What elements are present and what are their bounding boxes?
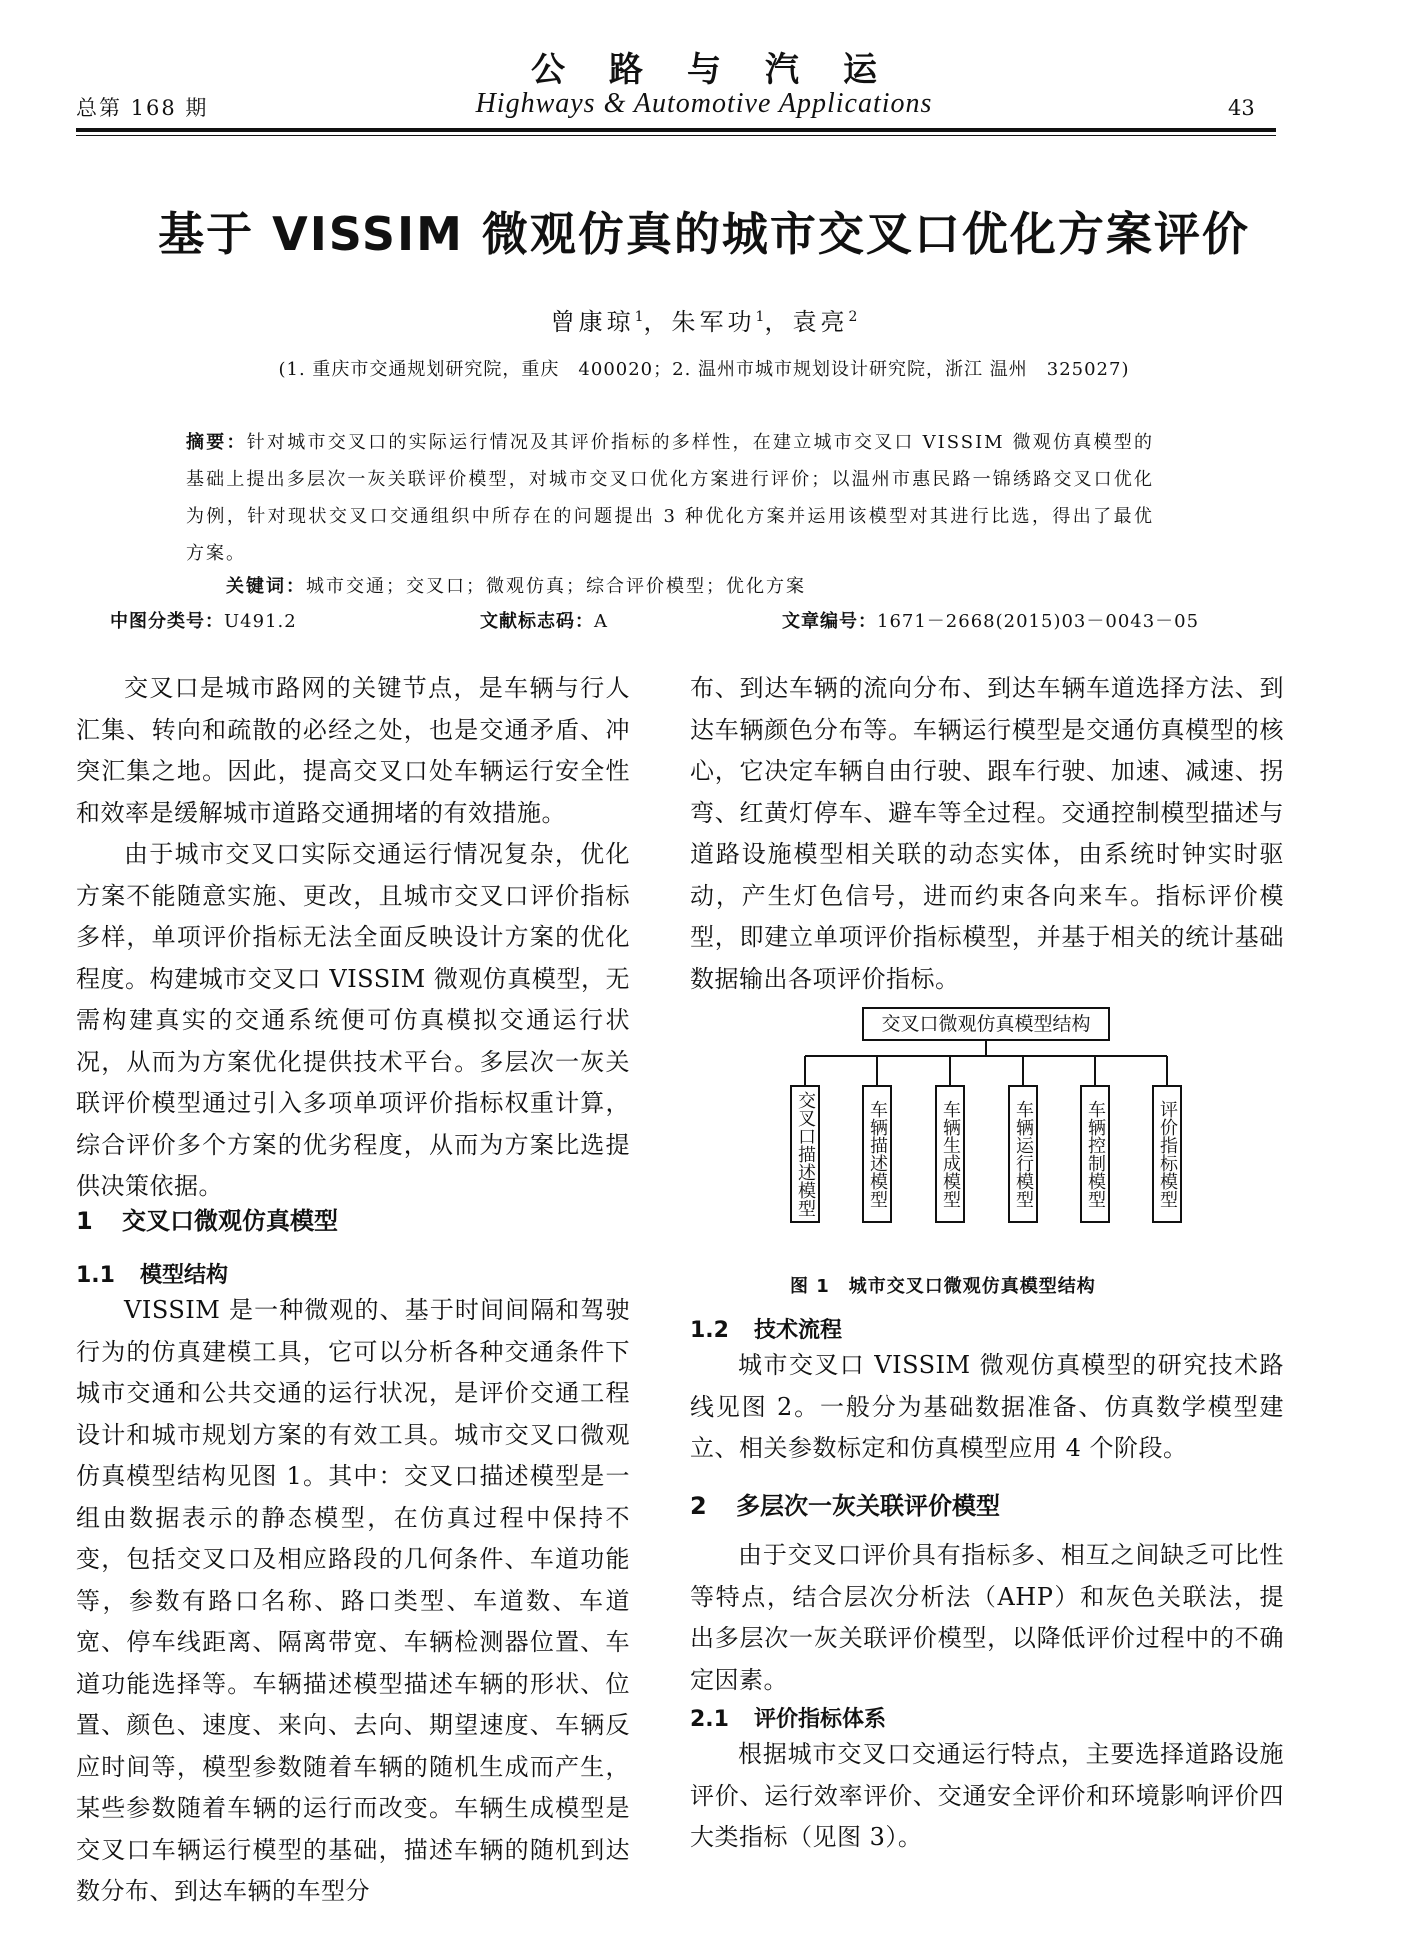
header-rule-thin [76,135,1276,136]
keywords-text: 城市交通；交叉口；微观仿真；综合评价模型；优化方案 [306,576,806,597]
section-title: 多层次一灰关联评价模型 [736,1492,1000,1520]
article-number-value: 1671－2668(2015)03－0043－05 [877,611,1200,632]
figure1-connectors [780,1040,1200,1090]
author-list [0,302,1408,337]
section-title: 评价指标体系 [754,1707,887,1732]
right-column-model [690,1535,1284,1701]
figure1-node: 车辆运行模型 [1008,1085,1038,1223]
section-number: 2 [690,1492,707,1520]
document-code-label: 文献标志码： [480,611,594,632]
header-rule [76,128,1276,132]
section-heading-1 [76,1201,338,1236]
abstract [186,424,1154,572]
body-paragraph: 城市交叉口 VISSIM 微观仿真模型的研究技术路线见图 2。一般分为基础数据准备、仿真数学模型建立、相关参数标定和仿真模型应用 4 个阶段。 [690,1351,1284,1462]
section-heading-1-2 [690,1313,842,1344]
author-separator: ， [643,308,672,336]
body-paragraph: 布、到达车辆的流向分布、到达车辆车道选择方法、到达车辆颜色分布等。车辆运行模型是交通仿真模型的核心，它决定车辆自由行驶、跟车行驶、加速、减速、拐弯、红黄灯停车、避车等全过程。交通控制模型描述与道路设施模型相关联的动态实体，由系统时钟实时驱动，产生灯色信号，进而约束各向来车。指标评价模型，即建立单项评价指标模型，并基于相关的统计基础数据输出各项评价指标。 [690,674,1284,993]
journal-title-en: Highways & Automotive Applications [475,88,933,119]
page-number: 43 [1228,96,1255,120]
section-number: 1.1 [76,1263,115,1288]
author-name: 曾康琼 [550,308,635,336]
author-affil-mark: 1 [755,309,765,325]
section-title: 技术流程 [754,1318,843,1343]
section-title: 交叉口微观仿真模型 [122,1207,338,1235]
figure1-node: 车辆描述模型 [862,1085,892,1223]
article-number [782,607,1199,633]
clc-label: 中图分类号： [110,611,224,632]
article-title: 基于 VISSIM 微观仿真的城市交叉口优化方案评价 [158,207,1250,261]
figure1-caption [790,1272,1096,1298]
article-number-label: 文章编号： [782,611,877,632]
clc-number [110,607,297,633]
figure1-node: 评价指标模型 [1152,1085,1182,1223]
body-paragraph: 交叉口是城市路网的关键节点，是车辆与行人汇集、转向和疏散的必经之处，也是交通矛盾、冲突汇集之地。因此，提高交叉口处车辆运行安全性和效率是缓解城市道路交通拥堵的有效措施。 [76,674,630,827]
document-code [480,607,608,633]
section-title: 模型结构 [140,1263,229,1288]
document-code-value: A [594,611,608,632]
left-column-top [76,668,630,1208]
section-number: 2.1 [690,1707,729,1732]
figure-caption-text: 城市交叉口微观仿真模型结构 [848,1276,1096,1297]
figure1-node: 车辆控制模型 [1080,1085,1110,1223]
author-separator: ， [764,308,793,336]
section-number: 1 [76,1207,93,1235]
journal-title-cn: 公路与汽运 [531,50,921,90]
right-column-top [690,668,1284,1000]
abstract-text: 针对城市交叉口的实际运行情况及其评价指标的多样性，在建立城市交叉口 VISSIM 微观仿真模型的基础上提出多层次一灰关联评价模型，对城市交叉口优化方案进行评价；以温州市惠民路一锦绣路交叉口优化为例，针对现状交叉口交通组织中所存在的问题提出 3 种优化方案并运用该模型对其进行比选，得出了最优方案。 [186,432,1155,564]
body-paragraph: 由于城市交叉口实际交通运行情况复杂，优化方案不能随意实施、更改，且城市交叉口评价指标多样，单项评价指标无法全面反映设计方案的优化程度。构建城市交叉口 VISSIM 微观仿真模型，无需构建真实的交通系统便可仿真模拟交通运行状况，从而为方案优化提供技术平台。多层次一灰关联评价模型通过引入多项单项评价指标权重计算，综合评价多个方案的优劣程度，从而为方案比选提供决策依据。 [76,840,630,1200]
body-paragraph: 由于交叉口评价具有指标多、相互之间缺乏可比性等特点，结合层次分析法（AHP）和灰色关联法，提出多层次一灰关联评价模型，以降低评价过程中的不确定因素。 [690,1541,1284,1694]
author-affil-mark: 2 [848,309,858,325]
figure1-node: 交叉口描述模型 [790,1085,820,1223]
figure1-node: 车辆生成模型 [935,1085,965,1223]
figure-number: 图 1 [790,1276,830,1297]
body-paragraph: 根据城市交叉口交通运行特点，主要选择道路设施评价、运行效率评价、交通安全评价和环境影响评价四大类指标（见图 3）。 [690,1740,1284,1851]
abstract-label: 摘要： [186,432,247,453]
author-affil-mark: 1 [634,309,644,325]
section-number: 1.2 [690,1318,729,1343]
keywords [226,572,1156,598]
section-heading-2-1 [690,1702,886,1733]
section-heading-2 [690,1486,1000,1521]
right-column-indicators [690,1734,1284,1859]
author-name: 朱军功 [671,308,756,336]
keywords-label: 关键词： [226,576,306,597]
affiliations: (1. 重庆市交通规划研究院，重庆 400020；2. 温州市城市规划设计研究院，浙江 温州 325027) [278,359,1130,380]
left-column-bottom [76,1290,630,1913]
clc-value: U491.2 [224,611,297,632]
issue-number: 总第 168 期 [76,96,209,120]
section-heading-1-1 [76,1258,228,1289]
body-paragraph: VISSIM 是一种微观的、基于时间间隔和驾驶行为的仿真建模工具，它可以分析各种交通条件下城市交通和公共交通的运行状况，是评价交通工程设计和城市规划方案的有效工具。城市交叉口微观仿真模型结构见图 1。其中：交叉口描述模型是一组由数据表示的静态模型，在仿真过程中保持不变，包括交叉口及相应路段的几何条件、车道功能等，参数有路口名称、路口类型、车道数、车道宽、停车线距离、隔离带宽、车辆检测器位置、车道功能选择等。车辆描述模型描述车辆的形状、位置、颜色、速度、来向、去向、期望速度、车辆反应时间等，模型参数随着车辆的随机生成而产生，某些参数随着车辆的运行而改变。车辆生成模型是交叉口车辆运行模型的基础，描述车辆的随机到达数分布、到达车辆的车型分 [76,1296,630,1905]
figure1-root-node: 交叉口微观仿真模型结构 [862,1007,1110,1041]
author-name: 袁亮 [792,308,849,336]
right-column-tech [690,1345,1284,1470]
